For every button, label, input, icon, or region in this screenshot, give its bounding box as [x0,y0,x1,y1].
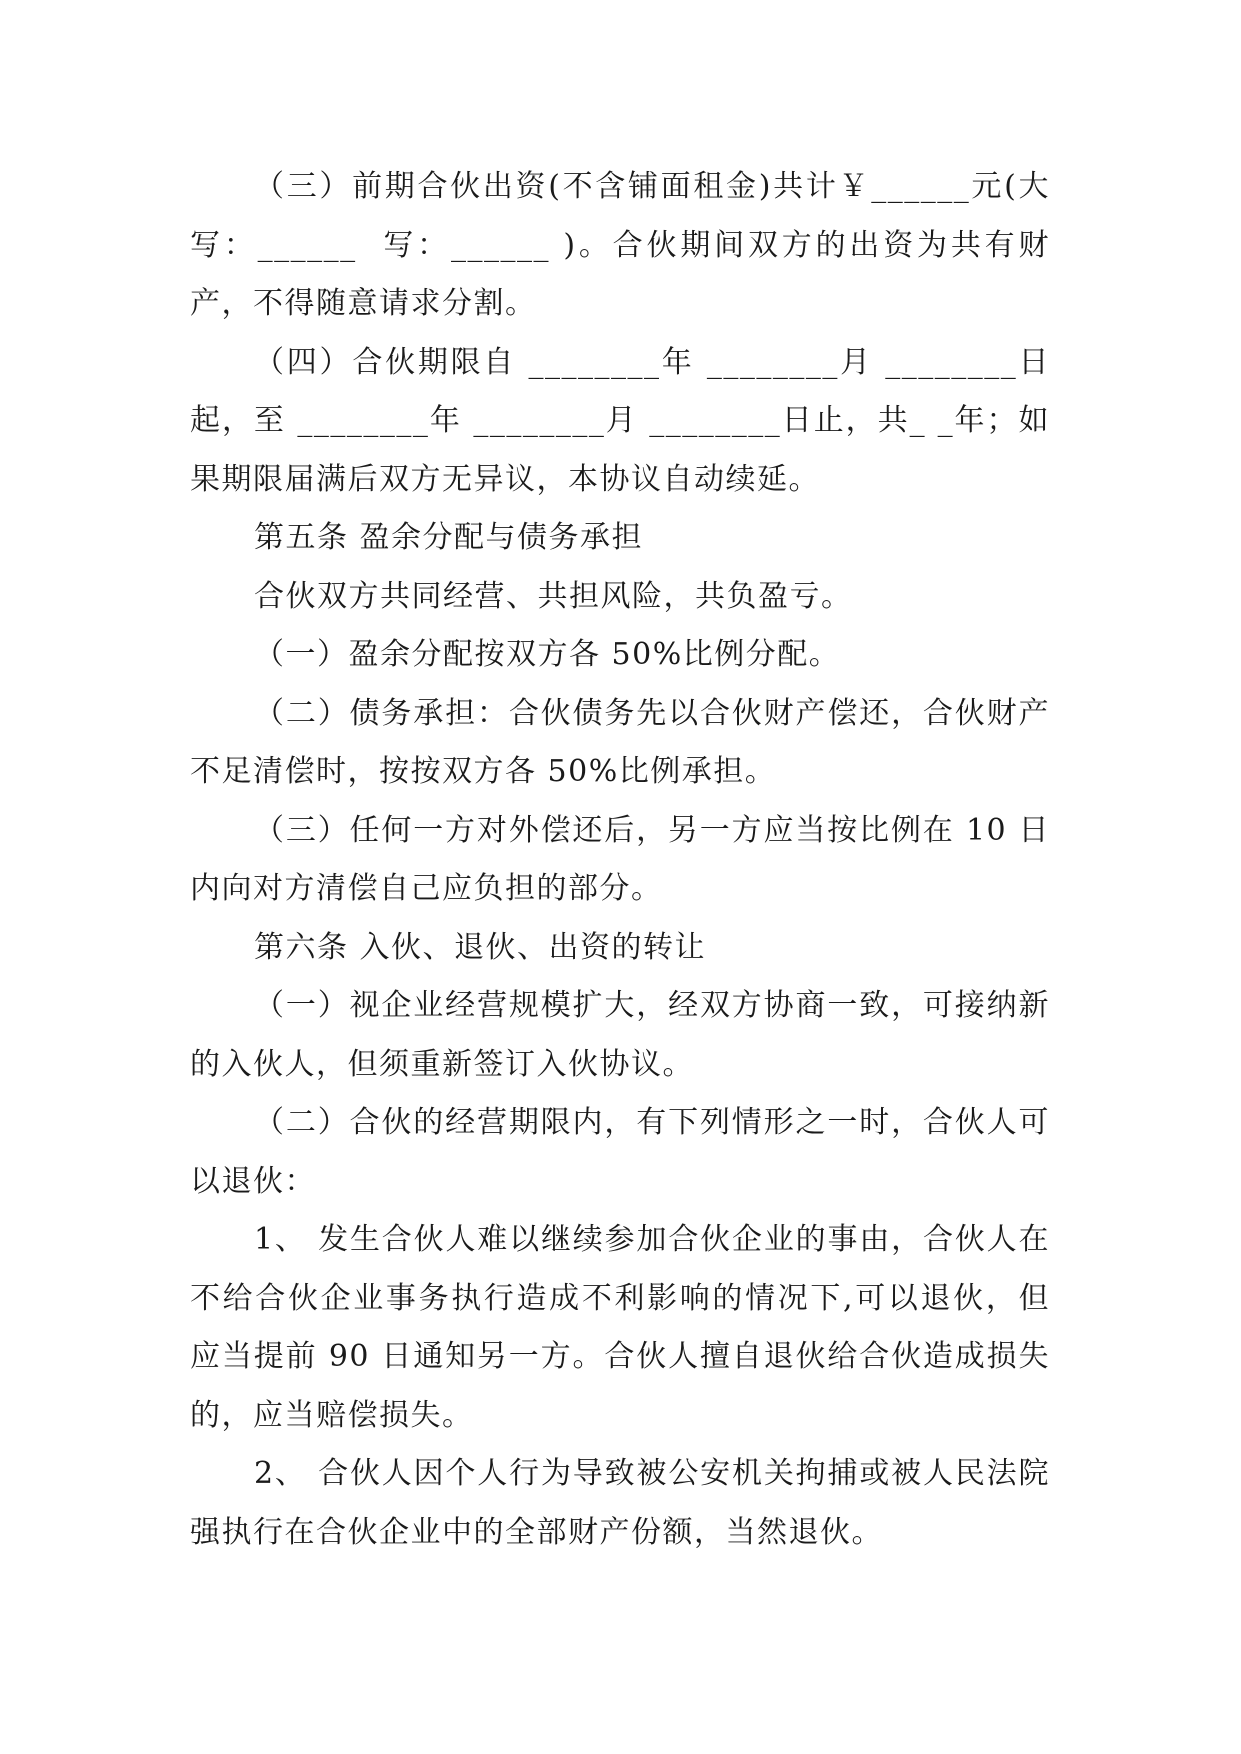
clause-paragraph-new-partner: （一）视企业经营规模扩大，经双方协商一致，可接纳新的入伙人，但须重新签订入伙协议。 [190,988,1050,1082]
article-heading-admission-withdrawal: 第六条 入伙、退伙、出资的转让 [254,929,707,965]
document-body [190,158,1050,1562]
list-item-withdrawal-2: 2、 合伙人因个人行为导致被公安机关拘捕或被人民法院强执行在合伙企业中的全部财产份额，当然退伙。 [190,1456,1050,1550]
clause-paragraph-profit-ratio: （一）盈余分配按双方各 50%比例分配。 [254,637,841,672]
clause-paragraph-repayment: （三）任何一方对外偿还后，另一方应当按比例在 10 日内向对方清偿自己应负担的部分。 [190,812,1050,906]
article-heading-profit-distribution: 第五条 盈余分配与债务承担 [254,520,644,555]
clause-paragraph-partnership-term: （四）合伙期限自 ________年 ________月 ________日起，至 ________年 ________月 ________日止，共_ _年；如果期限届满后双方无异议，本协议自动续延。 [190,344,1050,497]
clause-paragraph-withdrawal-conditions: （二）合伙的经营期限内，有下列情形之一时，合伙人可以退伙： [190,1105,1050,1199]
clause-paragraph-debt-bearing: （二）债务承担：合伙债务先以合伙财产偿还，合伙财产不足清偿时，按按双方各 50%比例承担。 [190,695,1050,789]
clause-paragraph-capital-contribution: （三）前期合伙出资(不含铺面租金)共计￥______元(大写：______ 写：______ )。合伙期间双方的出资为共有财产，不得随意请求分割。 [190,169,1050,321]
list-item-withdrawal-1: 1、 发生合伙人难以继续参加合伙企业的事由，合伙人在不给合伙企业事务执行造成不利影响的情况下,可以退伙，但应当提前 90 日通知另一方。合伙人擅自退伙给合伙造成损失的，应当赔偿损失。 [190,1222,1050,1433]
clause-paragraph-shared-risk: 合伙双方共同经营、共担风险，共负盈亏。 [254,578,853,614]
